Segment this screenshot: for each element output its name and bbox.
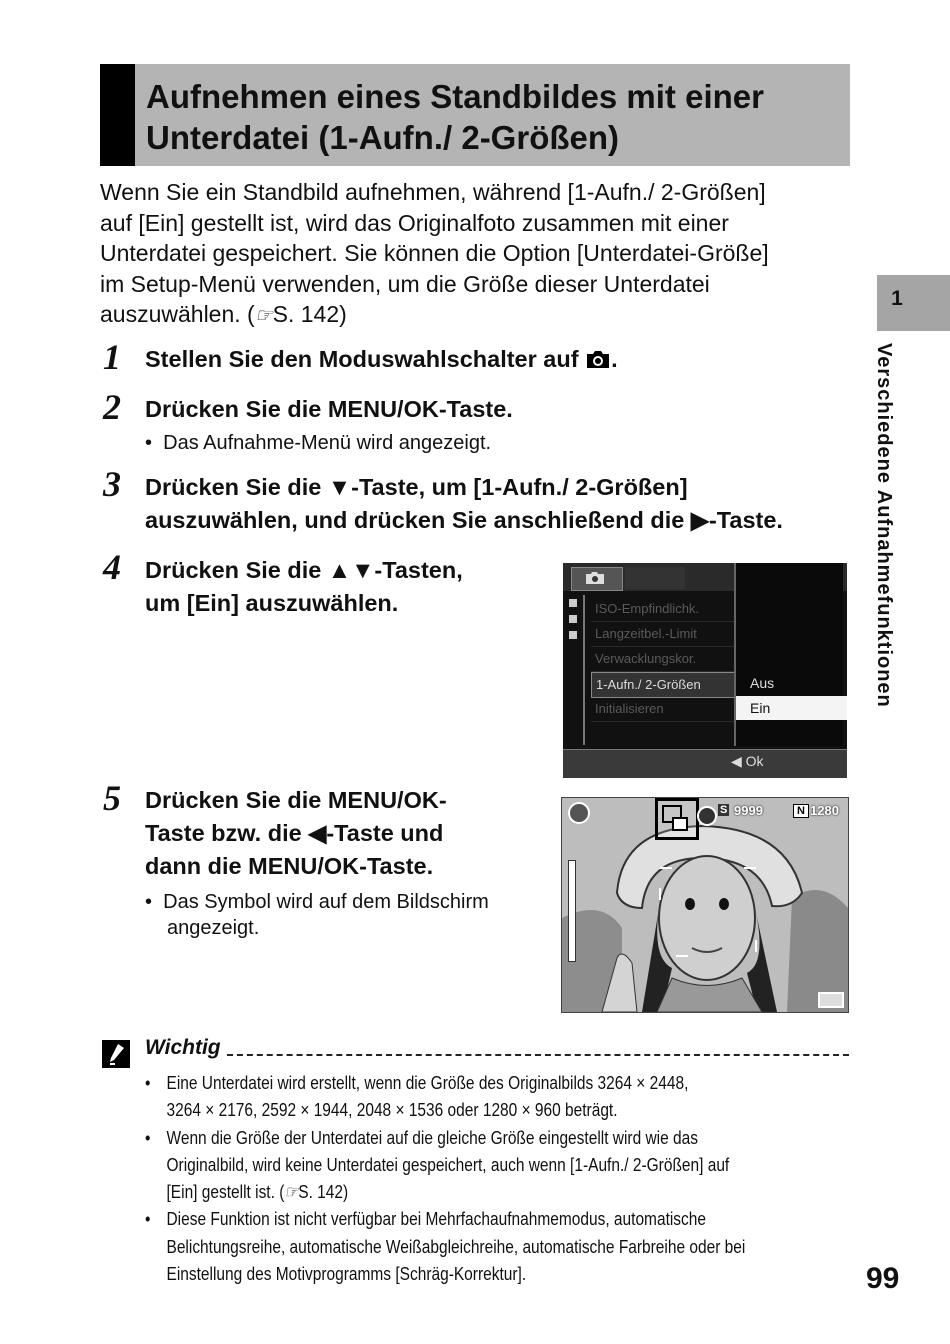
camera-mode-icon	[697, 806, 717, 826]
step-2-text: Drücken Sie die MENU/OK-Taste.	[145, 396, 513, 422]
page-reference-icon: ☞	[284, 1182, 299, 1203]
step-1-suffix: .	[611, 346, 618, 372]
camera-liveview-screenshot	[561, 797, 849, 1013]
menu-divider	[583, 595, 585, 745]
chapter-number: 1	[891, 287, 903, 310]
step-text	[145, 343, 618, 376]
right-arrow-icon: ▶	[690, 507, 709, 533]
warning-icon	[102, 1040, 130, 1068]
bullet-line: 3264 × 2176, 2592 × 1944, 2048 × 1536 oder 1280 × 960 beträgt.	[166, 1100, 618, 1121]
step-text-part: -Taste, um [1-Aufn./ 2-Größen]	[351, 474, 688, 500]
quality-icon: S	[720, 804, 728, 816]
quality-badge: N	[793, 804, 809, 818]
chapter-label	[862, 343, 906, 773]
battery-icon	[818, 992, 844, 1008]
camera-icon	[585, 571, 605, 585]
step-text-part: Drücken Sie die	[145, 474, 328, 500]
step-text-part: dann die MENU/OK-Taste.	[145, 853, 434, 879]
option-aus[interactable]: Aus	[750, 675, 775, 691]
step-1-text: Stellen Sie den Moduswahlschalter auf	[145, 346, 579, 372]
bullet-line: Eine Unterdatei wird erstellt, wenn die Größe des Originalbilds 3264 × 2448,	[166, 1073, 689, 1093]
menu-footer	[563, 749, 847, 778]
step-number: 1	[103, 337, 121, 377]
step-number: 3	[103, 464, 121, 504]
step-text-part: Taste bzw. die	[145, 820, 309, 846]
page-reference[interactable]: S. 142)	[272, 301, 347, 327]
step-5-text	[145, 784, 545, 883]
header-accent-bar	[100, 64, 135, 166]
up-down-arrows-icon: ▲▼	[327, 557, 375, 583]
bullet-line: [Ein] gestellt ist. (	[166, 1182, 285, 1203]
important-bullet: • Diese Funktion ist nicht verfügbar bei Mehrfachaufnahmemodus, automatische Belichtungsreihe, automatische Weißabgleichreihe, automatische Farbreihe oder bei Einstellung des Motivprogramms [Schräg-Korrektur].	[145, 1206, 850, 1288]
chapter-label-text: Verschiedene Aufnahmefunktionen	[873, 343, 895, 708]
bullet-text: Das Symbol wird auf dem Bildschirm	[163, 891, 489, 913]
bullet-line: Wenn die Größe der Unterdatei auf die gleiche Größe eingestellt wird wie das	[166, 1127, 698, 1148]
bullet-line: Diese Funktion ist nicht verfügbar bei Mehrfachaufnahmemodus, automatische	[166, 1209, 707, 1230]
bullet-line: Belichtungsreihe, automatische Weißabgleichreihe, automatische Farbreihe oder bei	[166, 1236, 746, 1257]
page-title: Aufnehmen eines Standbildes mit einer Unterdatei (1-Aufn./ 2-Größen)	[146, 78, 764, 156]
intro-text: auszuwählen. (	[100, 301, 255, 327]
step-text-part: um [Ein] auszuwählen.	[145, 590, 399, 616]
important-bullet: • Eine Unterdatei wird erstellt, wenn die Größe des Originalbilds 3264 × 2448, 3264 × 2176, 2592 × 1944, 2048 × 1536 oder 1280 × 960 beträgt.	[145, 1070, 850, 1125]
menu-tab-setup	[625, 567, 685, 589]
step-text-part: Drücken Sie die	[145, 557, 328, 583]
intro-line: auf [Ein] gestellt ist, wird das Originalfoto zusammen mit einer	[100, 209, 729, 236]
important-title: Wichtig	[145, 1036, 221, 1059]
scroll-marker-icon	[569, 615, 577, 623]
menu-row[interactable]: Langzeitbel.-Limit	[591, 622, 765, 647]
bullet-item: • Das Aufnahme-Menü wird angezeigt.	[145, 432, 492, 454]
flash-icon	[568, 802, 590, 824]
page-number: 99	[866, 1262, 900, 1295]
down-arrow-icon: ▼	[327, 474, 352, 500]
step-3-text	[145, 471, 857, 537]
ok-hint	[731, 753, 764, 770]
menu-row-selected[interactable]: 1-Aufn./ 2-Größen	[591, 672, 767, 698]
scroll-marker-icon	[569, 631, 577, 639]
step-number: 2	[103, 387, 121, 427]
menu-row[interactable]: Verwacklungskor.	[591, 647, 765, 672]
bullet-text: Das Aufnahme-Menü wird angezeigt.	[163, 432, 492, 454]
intro-line: im Setup-Menü verwenden, um die Größe dieser Unterdatei	[100, 270, 710, 297]
image-size: 1280	[810, 803, 839, 818]
step-number: 4	[103, 547, 121, 587]
portrait-photo	[562, 798, 848, 1012]
bullet-item: • Das Symbol wird auf dem Bildschirm angezeigt.	[145, 889, 545, 941]
step-text-part: -Taste und	[326, 820, 444, 846]
bullet-line: Einstellung des Motivprogramms [Schräg-Korrektur].	[166, 1264, 527, 1285]
important-bullets	[145, 1070, 950, 1288]
shot-count: 9999	[734, 803, 763, 818]
left-arrow-icon: ◀	[731, 753, 742, 769]
step-number: 5	[103, 778, 121, 818]
intro-line: Wenn Sie ein Standbild aufnehmen, während [1-Aufn./ 2-Größen]	[100, 179, 766, 205]
important-bullet: • Wenn die Größe der Unterdatei auf die gleiche Größe eingestellt wird wie das Originalbild, wird keine Unterdatei gespeichert, auch wenn [1-Aufn./ 2-Größen] auf [Ein] gestellt ist. (☞S. 142)	[145, 1125, 850, 1207]
intro-line: Unterdatei gespeichert. Sie können die Option [Unterdatei-Größe]	[100, 240, 769, 266]
bullet-text: angezeigt.	[167, 917, 260, 939]
step-text-part: -Tasten,	[374, 557, 463, 583]
intro-paragraph	[100, 177, 852, 332]
step-text-part: -Taste.	[708, 507, 783, 533]
page-reference[interactable]: S. 142)	[298, 1182, 349, 1203]
step-text-part: auszuwählen, und drücken Sie anschließend die	[145, 507, 691, 533]
step-text-part: Drücken Sie die MENU/OK-	[145, 787, 447, 813]
bullet-line: Originalbild, wird keine Unterdatei gespeichert, auch wenn [1-Aufn./ 2-Größen] auf	[166, 1154, 730, 1175]
menu-row[interactable]: ISO-Empfindlichk.	[591, 597, 765, 622]
page-reference-icon: ☞	[254, 305, 273, 327]
dual-size-icon	[655, 798, 699, 840]
intro-line	[100, 299, 852, 332]
scroll-marker-icon	[569, 599, 577, 607]
camera-icon	[585, 348, 611, 370]
important-rule	[227, 1054, 849, 1056]
menu-row[interactable]: Initialisieren	[591, 697, 765, 722]
ok-label: Ok	[745, 753, 764, 769]
left-arrow-icon: ◀	[308, 820, 327, 846]
option-ein-selected[interactable]: Ein	[736, 696, 847, 720]
camera-menu-screenshot	[563, 563, 847, 778]
zoom-bar	[568, 860, 576, 962]
step-4-text	[145, 554, 545, 620]
